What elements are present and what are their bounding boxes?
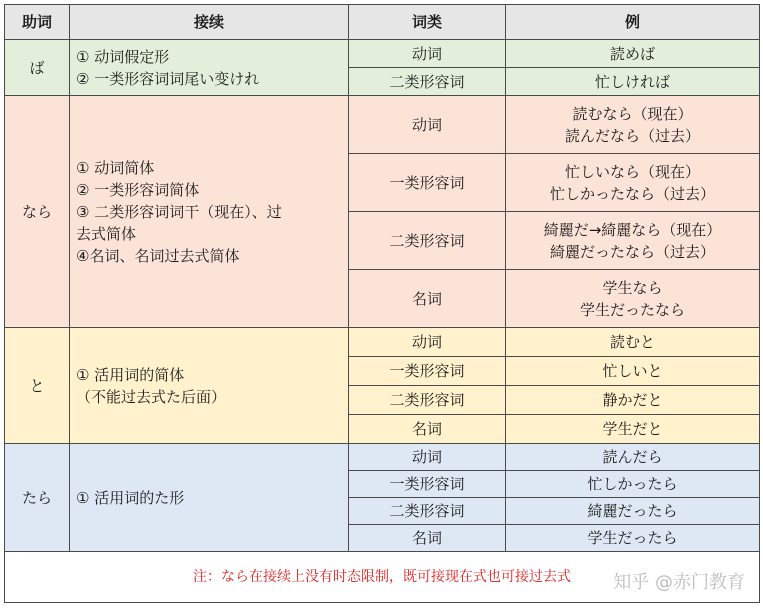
word-class: 一类形容词	[349, 471, 506, 498]
particle-ba: ば	[5, 40, 70, 96]
table-row	[5, 444, 760, 471]
note-text: 注：なら在接续上没有时态限制，既可接现在式也可接过去式	[5, 552, 760, 603]
word-class: 动词	[349, 96, 506, 154]
example: 読むと	[506, 328, 760, 357]
example-line: 学生なら	[602, 278, 663, 297]
particle-tara: たら	[5, 444, 70, 552]
example-line: 読むなら（现在）	[572, 104, 693, 123]
connection-line: （不能过去式た后面）	[76, 387, 227, 406]
watermark: 知乎 @赤门教育	[613, 572, 745, 593]
connection-line: ② 一类形容词词尾い变けれ	[76, 69, 260, 88]
word-class: 动词	[349, 444, 506, 471]
header-example: 例	[506, 5, 760, 40]
example-line: 忙しいなら（现在）	[564, 162, 700, 181]
connection-tara	[70, 444, 349, 552]
connection-line: ① 活用词的简体	[76, 365, 185, 384]
example	[506, 270, 760, 328]
header-row	[5, 5, 760, 40]
header-connection: 接续	[70, 5, 349, 40]
particle-to: と	[5, 328, 70, 444]
connection-line: ④名词、名词过去式简体	[76, 246, 240, 265]
example-line: 学生だったなら	[579, 300, 685, 319]
connection-line: ① 动词假定形	[76, 47, 170, 66]
connection-line: ① 动词简体	[76, 158, 155, 177]
table-row	[5, 96, 760, 154]
example: 読めば	[506, 40, 760, 68]
word-class: 二类形容词	[349, 212, 506, 270]
word-class: 二类形容词	[349, 68, 506, 96]
connection-to	[70, 328, 349, 444]
word-class: 一类形容词	[349, 357, 506, 386]
word-class: 二类形容词	[349, 498, 506, 525]
connection-line: 去式简体	[76, 224, 137, 243]
example: 忙しかったら	[506, 471, 760, 498]
connection-nara	[70, 96, 349, 328]
connection-line: ② 一类形容词简体	[76, 180, 200, 199]
example-line: 読んだなら（过去）	[564, 126, 700, 145]
connection-line: ① 活用词的た形	[76, 488, 185, 507]
example	[506, 96, 760, 154]
word-class: 动词	[349, 40, 506, 68]
table-row	[5, 328, 760, 357]
example-line: 綺麗だったなら（过去）	[549, 242, 715, 261]
example-line: 忙しかったなら（过去）	[549, 184, 715, 203]
example	[506, 154, 760, 212]
word-class: 动词	[349, 328, 506, 357]
example: 忙しければ	[506, 68, 760, 96]
header-word-class: 词类	[349, 5, 506, 40]
word-class: 名词	[349, 415, 506, 444]
example: 静かだと	[506, 386, 760, 415]
example: 学生だと	[506, 415, 760, 444]
word-class: 名词	[349, 525, 506, 552]
example	[506, 212, 760, 270]
example: 読んだら	[506, 444, 760, 471]
example: 学生だったら	[506, 525, 760, 552]
word-class: 名词	[349, 270, 506, 328]
word-class: 一类形容词	[349, 154, 506, 212]
particle-nara: なら	[5, 96, 70, 328]
table-row	[5, 40, 760, 68]
example: 忙しいと	[506, 357, 760, 386]
example: 綺麗だったら	[506, 498, 760, 525]
connection-ba	[70, 40, 349, 96]
connection-line: ③ 二类形容词词干（现在）、过	[76, 202, 282, 221]
example-line: 綺麗だ→綺麗なら（现在）	[543, 220, 722, 239]
word-class: 二类形容词	[349, 386, 506, 415]
grammar-table	[4, 4, 760, 603]
header-particle: 助词	[5, 5, 70, 40]
